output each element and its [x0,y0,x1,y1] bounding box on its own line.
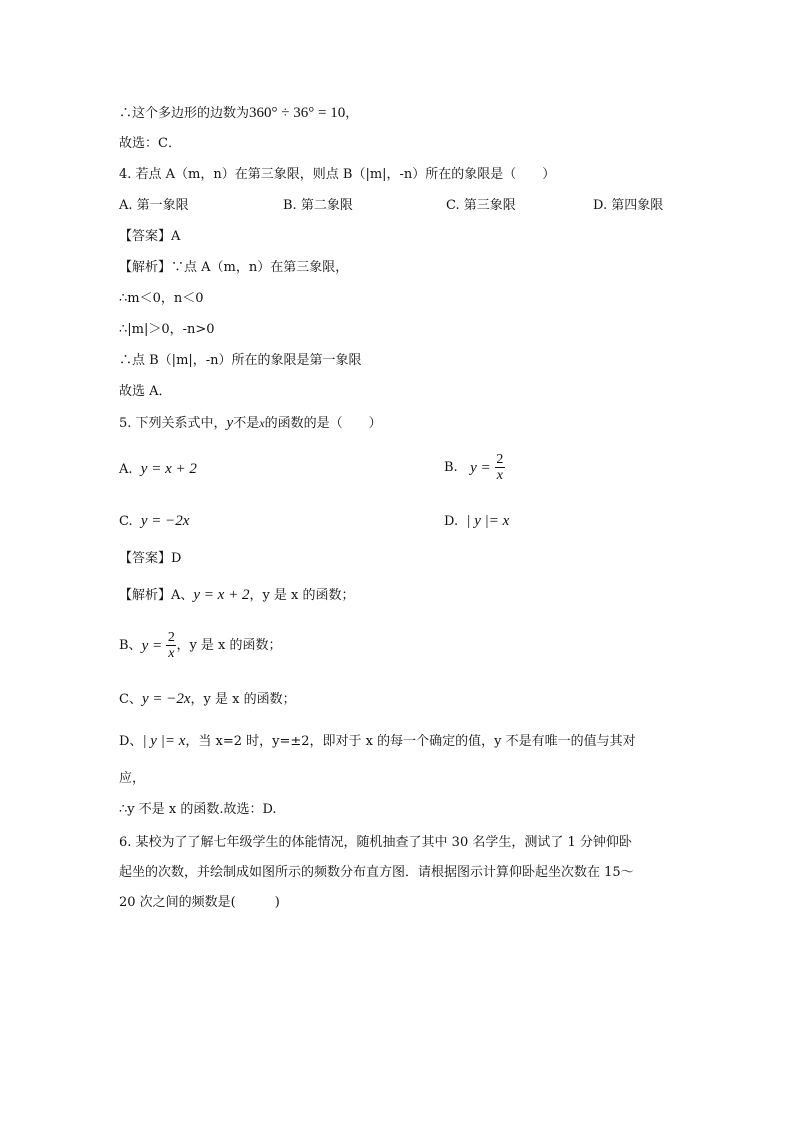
q5-analysis-b: B、y = $\frac{2}{x}$ ，y 是 x 的函数； [119,630,282,661]
q6-stem-2: 起坐的次数，并绘制成如图所示的频数分布直方图．请根据图示计算仰卧起坐次数在 15～ [119,865,634,880]
q4-stem: 4. 若点 A（m，n）在第三象限，则点 B（|m|，-n）所在的象限是（ ） [119,167,556,182]
q4-option-b: B. 第二象限 [283,198,353,213]
q4-option-a: A. 第一象限 [119,198,189,213]
q5-analysis-d: D、| y |= x，当 x=2 时，y=±2，即对于 x 的每一个确定的值，y 不是有唯一的值与其对 [119,733,636,749]
q5-option-d: D. | y |= x [444,513,510,529]
q4-analysis-3: ∴|m|＞0，-n>0 [119,322,215,337]
q5-analysis-e: 应， [119,771,146,786]
q5-answer: 【答案】D [119,551,182,566]
q6-stem-1: 6. 某校为了了解七年级学生的体能情况，随机抽查了其中 30 名学生，测试了 1 分钟仰卧 [119,835,632,850]
q4-analysis-5: 故选 A． [119,384,172,399]
q4-analysis-2: ∴m＜0，n＜0 [119,291,204,306]
q4-option-d: D. 第四象限 [593,198,664,213]
q5-option-c: C. y = −2x [119,513,190,529]
q5-option-a: A. y = x + 2 [119,461,197,477]
q5-option-b: B. y = $\frac{2}{x}$ [444,452,504,483]
polygon-math: 360° ÷ 36° = 10 [249,105,346,121]
q4-analysis-1: 【解析】∵点 A（m，n）在第三象限， [119,260,349,275]
q4-analysis-4: ∴点 B（|m|，-n）所在的象限是第一象限 [119,353,362,368]
polygon-text: ∴这个多边形的边数为 [119,106,250,121]
q5-analysis-c: C、y = −2x，y 是 x 的函数； [119,691,296,707]
q5-stem: 5. 下列关系式中，y不是x的函数的是（ ） [119,415,382,431]
q5-analysis-f: ∴y 不是 x 的函数.故选：D. [119,802,277,817]
q5-analysis-a: 【解析】A、y = x + 2，y 是 x 的函数； [119,587,355,603]
q6-stem-3: 20 次之间的频数是( ) [119,895,280,910]
line-polygon-sides: ∴这个多边形的边数为360° ÷ 36° = 10， [119,105,359,121]
q4-option-c: C. 第三象限 [446,198,516,213]
line-answer-c: 故选：C． [119,136,181,151]
q4-answer: 【答案】A [119,229,181,244]
fraction-2-over-x: $\frac{2}{x}$ [167,630,175,661]
fraction-2-over-x: $\frac{2}{x}$ [496,452,504,483]
